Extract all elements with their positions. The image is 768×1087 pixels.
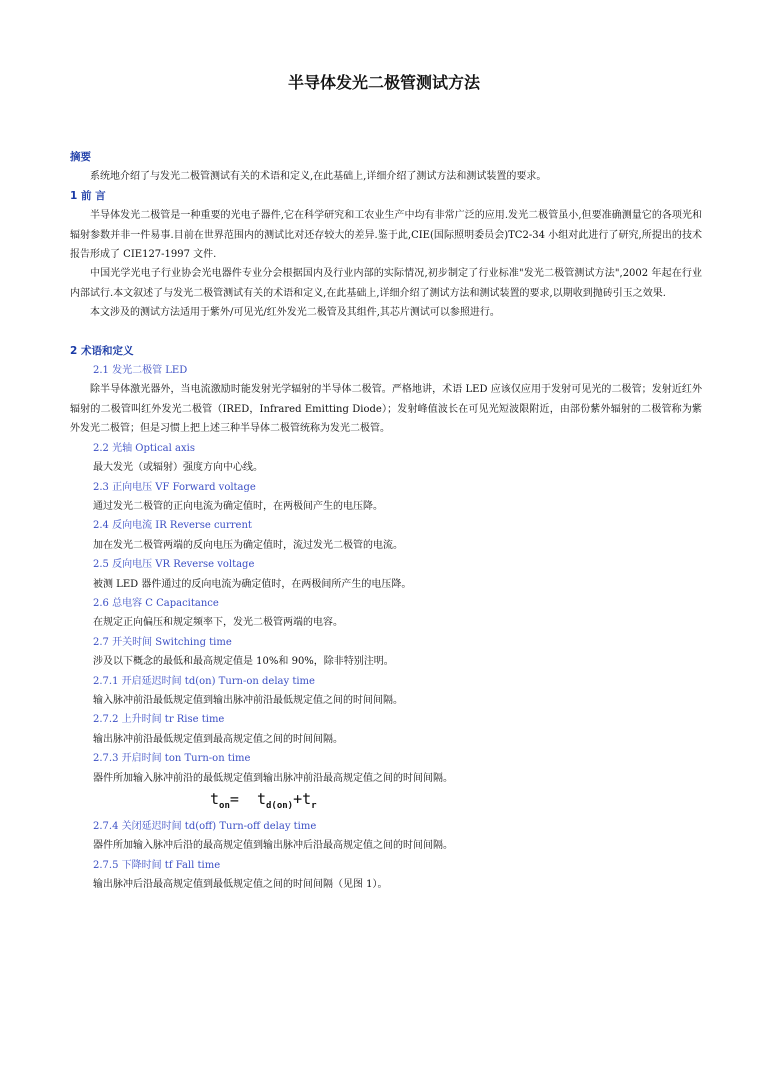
- term-heading-capacitance: 2.6 总电容 C Capacitance: [93, 597, 219, 609]
- page-title: 半导体发光二极管测试方法: [287, 73, 480, 92]
- term-heading-switching-time: 2.7 开关时间 Switching time: [93, 636, 232, 648]
- term-heading-rise-time: 2.7.2 上升时间 tr Rise time: [93, 714, 225, 726]
- section-1-paragraph: 中国光学光电子行业协会光电器件专业分会根据国内及行业内部的实际情况,初步制定了行业标准"发光二极管测试方法",2002 年起在行业内部试行.本文叙述了与发光二极管测试有关的术语和定义,在此基础上,详细介绍了测试方法和测试装置的要求,以期收到抛砖引玉之效果.: [70, 268, 702, 299]
- term-heading-reverse-voltage: 2.5 反向电压 VR Reverse voltage: [93, 559, 255, 571]
- section-1-paragraph: 半导体发光二极管是一种重要的光电子器件,它在科学研究和工农业生产中均有非常广泛的应用.发光二极管虽小,但要准确测量它的各项光和辐射参数并非一件易事.目前在世界范围内的测试比对还存较大的差异.鉴于此,CIE(国际照明委员会)TC2-34 小组对此进行了研究,所提出的技术报告形成了 CIE127-1997 文件.: [70, 210, 702, 261]
- term-definition-optical-axis: 最大发光（或辐射）强度方向中心线。: [93, 462, 263, 474]
- term-heading-led: 2.1 发光二极管 LED: [93, 365, 188, 377]
- term-heading-reverse-current: 2.4 反向电流 IR Reverse current: [93, 520, 252, 532]
- term-definition-turn-off-delay: 器件所加输入脉冲后沿的最高规定值到输出脉冲后沿最高规定值之间的时间间隔。: [93, 840, 453, 852]
- document-body: [70, 148, 702, 895]
- term-heading-turn-on-time: 2.7.3 开启时间 ton Turn-on time: [93, 753, 251, 765]
- term-definition-fall-time: 输出脉冲后沿最高规定值到最低规定值之间的时间间隔（见图 1）。: [93, 879, 388, 891]
- turn-on-time-formula: $t_{on}= t_{d(on)}+t_r$: [210, 790, 317, 811]
- term-definition-turn-on-time: 器件所加输入脉冲前沿的最低规定值到输出脉冲前沿最高规定值之间的时间间隔。: [93, 772, 453, 784]
- term-heading-turn-on-delay: 2.7.1 开启延迟时间 td(on) Turn-on delay time: [93, 675, 315, 687]
- term-definition-capacitance: 在规定正向偏压和规定频率下，发光二极管两端的电容。: [93, 617, 343, 629]
- term-heading-forward-voltage: 2.3 正向电压 VF Forward voltage: [93, 481, 256, 493]
- term-definition-reverse-voltage: 被测 LED 器件通过的反向电流为确定值时，在两极间所产生的电压降。: [93, 578, 412, 590]
- term-heading-turn-off-delay: 2.7.4 关闭延迟时间 td(off) Turn-off delay time: [93, 821, 317, 832]
- term-definition-rise-time: 输出脉冲前沿最低规定值到最高规定值之间的时间间隔。: [93, 733, 343, 745]
- section-2-heading: 2 术语和定义: [70, 344, 134, 357]
- term-definition-turn-on-delay: 输入脉冲前沿最低规定值到输出脉冲前沿最低规定值之间的时间间隔。: [93, 694, 403, 706]
- term-heading-optical-axis: 2.2 光轴 Optical axis: [93, 442, 195, 454]
- term-definition-led: 除半导体激光器外，当电流激励时能发射光学辐射的半导体二极管。严格地讲，术语 LED 应该仅应用于发射可见光的二极管；发射近红外辐射的二极管叫红外发光二极管（IRED，Infrared Emitting Diode）；发射峰值波长在可见光短波限附近，由部份紫外辐射的二极管称为紫外发光二极管；但是习惯上把上述三种半导体二极管统称为发光二极管。: [70, 384, 702, 435]
- term-heading-fall-time: 2.7.5 下降时间 tf Fall time: [93, 859, 221, 871]
- section-1-paragraph: 本文涉及的测试方法适用于紫外/可见光/红外发光二极管及其组件,其芯片测试可以参照进行。: [90, 307, 500, 319]
- term-definition-reverse-current: 加在发光二极管两端的反向电压为确定值时，流过发光二极管的电流。: [93, 539, 403, 551]
- section-1-heading: 1 前 言: [70, 189, 106, 202]
- abstract-text: 系统地介绍了与发光二极管测试有关的术语和定义,在此基础上,详细介绍了测试方法和测试装置的要求。: [90, 171, 547, 183]
- abstract-heading: 摘要: [70, 151, 91, 163]
- term-definition-forward-voltage: 通过发光二极管的正向电流为确定值时，在两极间产生的电压降。: [93, 500, 383, 512]
- term-definition-switching-time: 涉及以下概念的最低和最高规定值是 10%和 90%，除非特别注明。: [93, 656, 394, 668]
